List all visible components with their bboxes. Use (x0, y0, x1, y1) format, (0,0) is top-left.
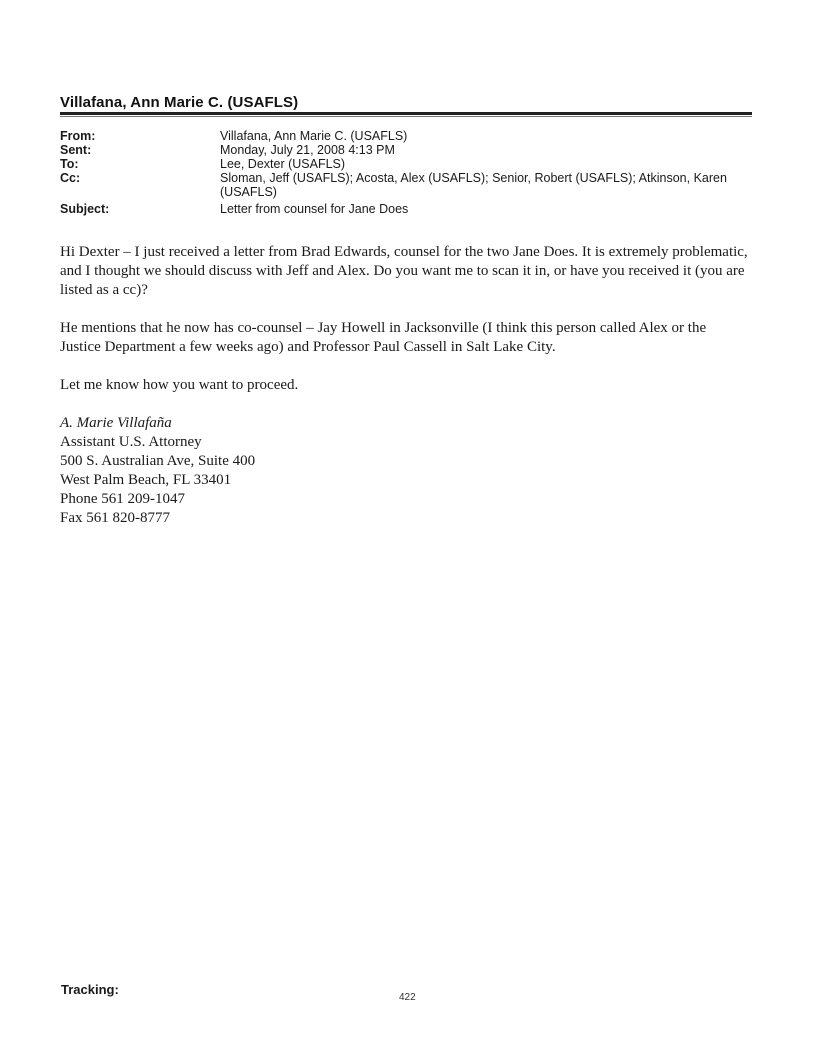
signature-address1: 500 S. Australian Ave, Suite 400 (60, 453, 256, 469)
signature-phone: Phone 561 209-1047 (60, 491, 185, 507)
sent-value: Monday, July 21, 2008 4:13 PM (220, 143, 395, 157)
subject-value: Letter from counsel for Jane Does (220, 202, 409, 216)
sent-label: Sent: (60, 143, 92, 157)
cc-row (60, 171, 760, 199)
signature-block (60, 414, 750, 528)
subject-row (60, 202, 760, 216)
from-row (60, 129, 760, 143)
email-title: Villafana, Ann Marie C. (USAFLS) (60, 94, 299, 111)
signature-address2: West Palm Beach, FL 33401 (60, 472, 232, 488)
body-paragraph: He mentions that he now has co-counsel – Jay Howell in Jacksonville (I think this person called Alex or the Justice Department a few weeks ago) and Professor Paul Cassell in Salt Lake City. (60, 320, 707, 355)
from-value: Villafana, Ann Marie C. (USAFLS) (220, 129, 408, 143)
tracking-label: Tracking: (61, 982, 119, 997)
body-paragraph: Let me know how you want to proceed. (60, 377, 299, 393)
to-value: Lee, Dexter (USAFLS) (220, 157, 346, 171)
sent-row (60, 143, 760, 157)
cc-label: Cc: (60, 171, 81, 185)
to-row (60, 157, 760, 171)
cc-value: Sloman, Jeff (USAFLS); Acosta, Alex (USAFLS); Senior, Robert (USAFLS); Atkinson, Karen (USAFLS) (220, 171, 727, 199)
subject-label: Subject: (60, 202, 110, 216)
signature-name: A. Marie Villafaña (60, 415, 172, 431)
signature-fax: Fax 561 820-8777 (60, 510, 170, 526)
to-label: To: (60, 157, 79, 171)
from-label: From: (60, 129, 96, 143)
body-paragraph: Hi Dexter – I just received a letter from Brad Edwards, counsel for the two Jane Does. It is extremely problematic, and I thought we should discuss with Jeff and Alex. Do you want me to scan it in, or have you received it (you are listed as a cc)? (60, 244, 748, 298)
email-header (60, 129, 760, 216)
page-number: 422 (399, 992, 416, 1003)
email-body (60, 243, 750, 528)
title-rule-thin (60, 116, 752, 117)
title-rule (60, 112, 752, 115)
signature-title: Assistant U.S. Attorney (60, 434, 202, 450)
